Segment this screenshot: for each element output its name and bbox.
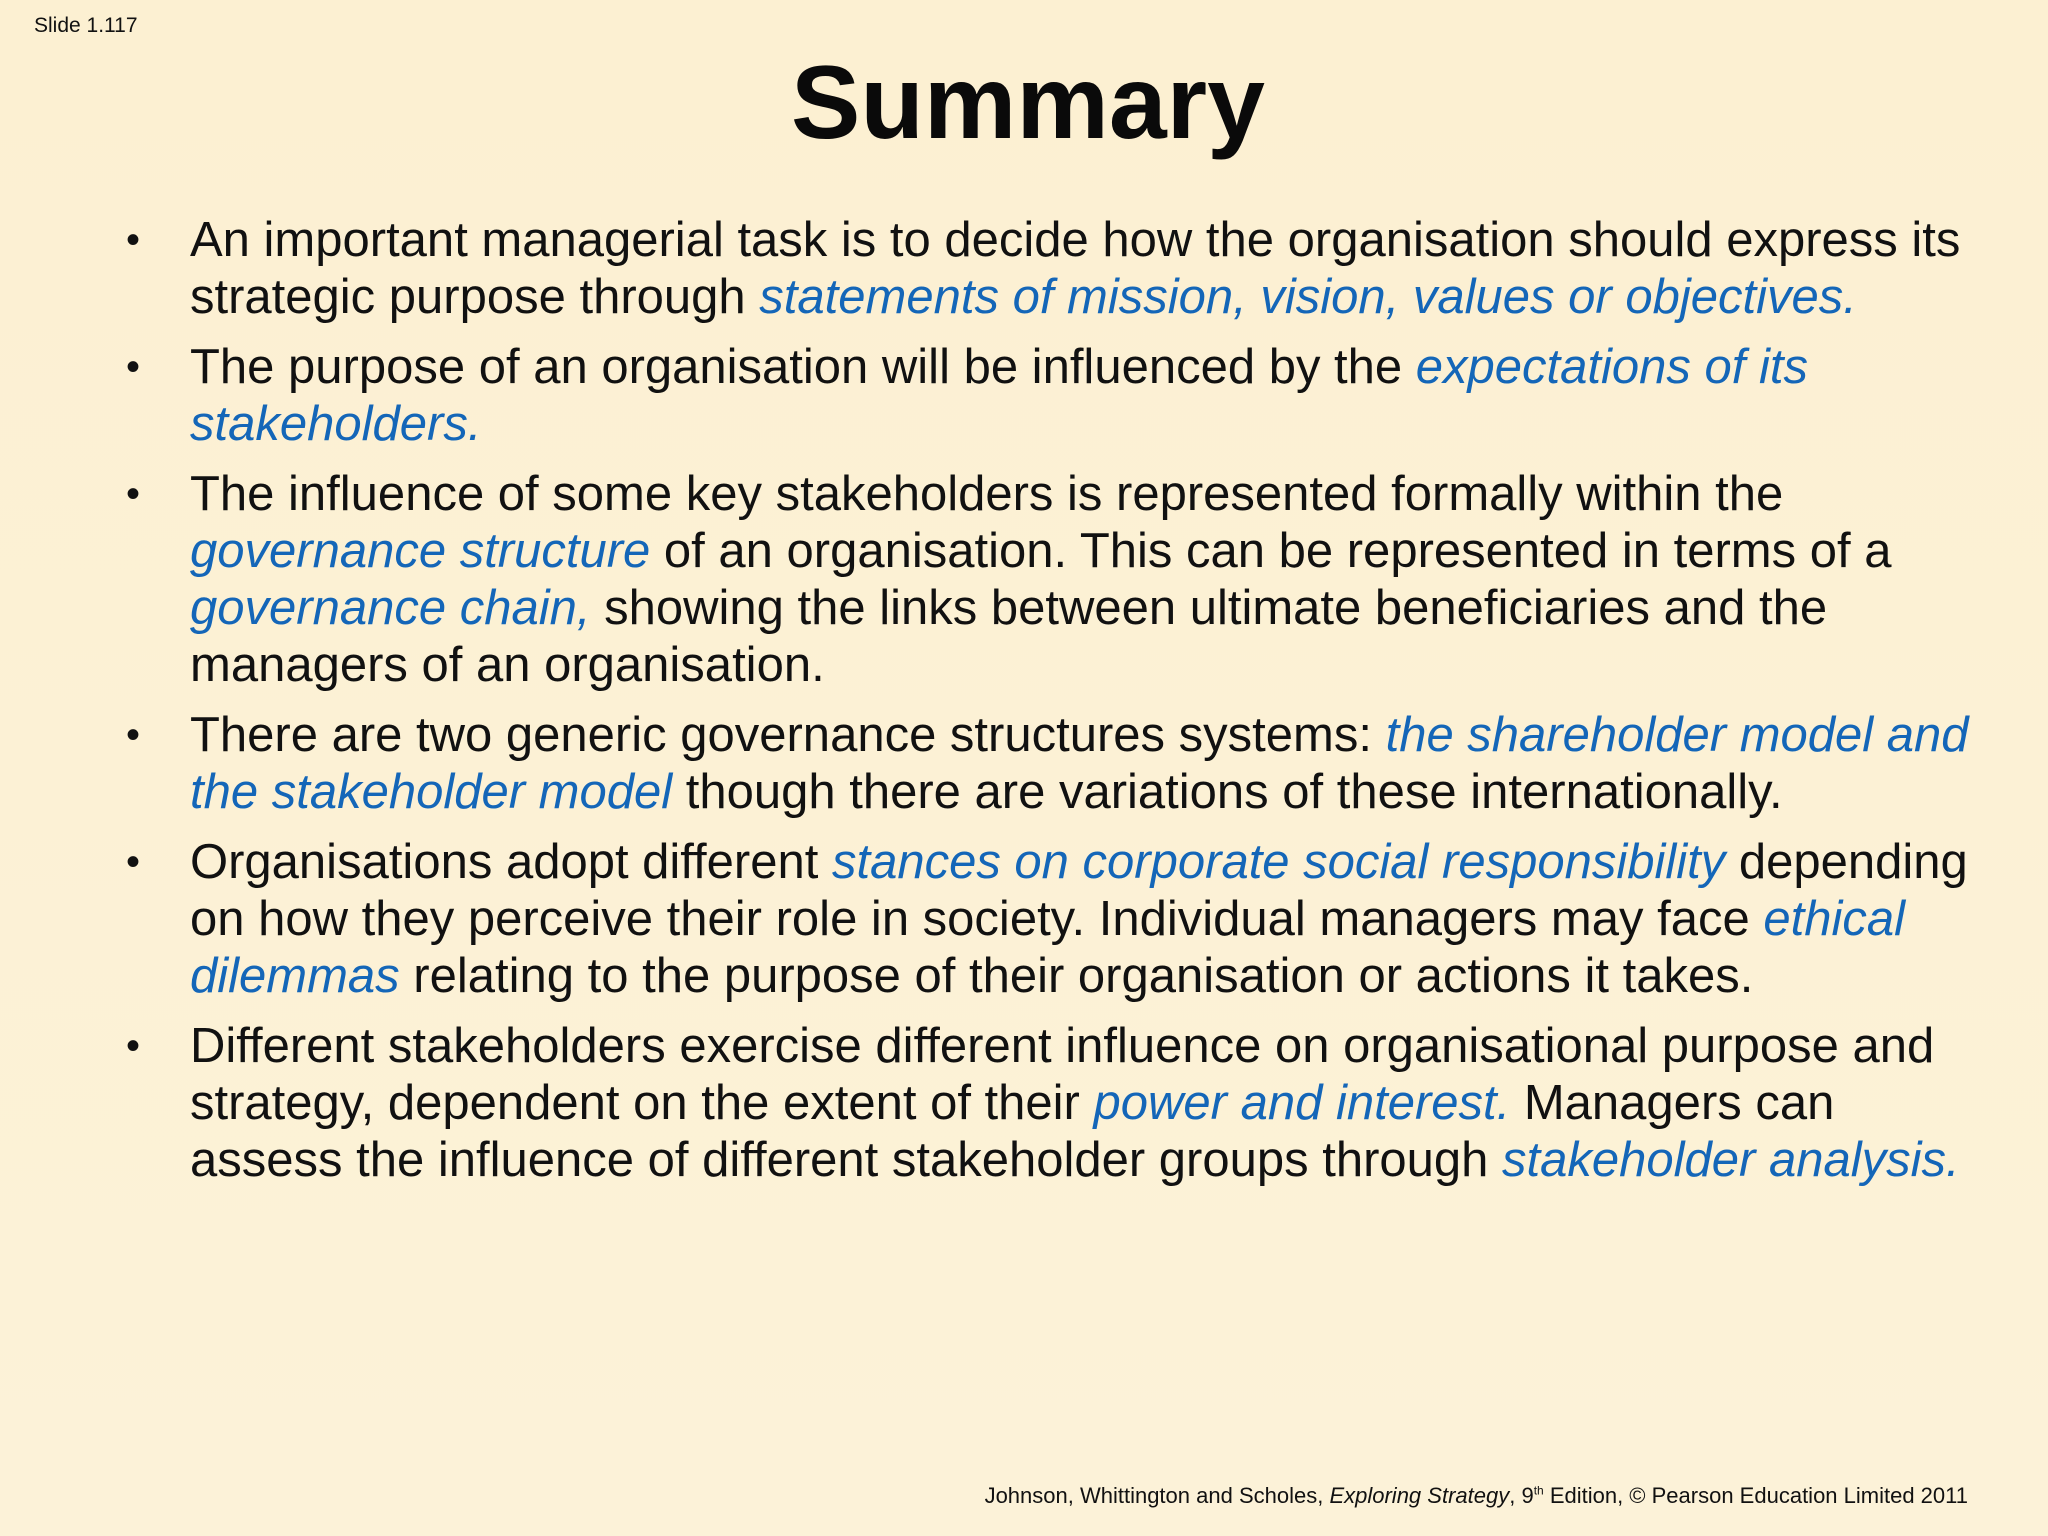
bullet-item-1: [122, 212, 1982, 326]
page-title: Summary: [791, 45, 1265, 161]
bullet-highlight: statements of mission, vision, values or objectives.: [759, 270, 1857, 324]
bullet-highlight: power and interest.: [1093, 1076, 1511, 1130]
bullet-list: [122, 212, 1982, 1202]
bullet-text: The purpose of an organisation will be influenced by the: [190, 340, 1416, 394]
bullet-item-6: [122, 1018, 1982, 1189]
bullet-text: An important managerial task is to decide how the organisation should express its strategic purpose through: [190, 213, 1961, 324]
bullet-highlight: the shareholder model and the stakeholder model: [190, 708, 1969, 819]
bullet-highlight: governance chain,: [190, 581, 591, 635]
bullet-highlight: ethical dilemmas: [190, 892, 1905, 1003]
bullet-highlight: governance structure: [190, 524, 651, 578]
bullet-item-5: [122, 834, 1982, 1005]
bullet-text: There are two generic governance structures systems:: [190, 708, 1386, 762]
footer-edition-suffix: th: [1533, 1483, 1544, 1498]
bullet-dot-icon: •: [126, 713, 141, 757]
bullet-item-4: [122, 707, 1982, 821]
bullet-text: though there are variations of these internationally.: [672, 765, 1783, 819]
bullet-text: Organisations adopt different: [190, 835, 832, 889]
bullet-dot-icon: •: [126, 345, 141, 389]
bullet-text: Managers can assess the influence of different stakeholder groups through: [190, 1076, 1835, 1187]
bullet-text: of an organisation. This can be represented in terms of a: [650, 524, 1892, 578]
bullet-highlight: stances on corporate social responsibility: [831, 835, 1726, 889]
bullet-text: The influence of some key stakeholders is represented formally within the: [190, 467, 1784, 521]
bullet-text: depending on how they perceive their role in society. Individual managers may face: [190, 835, 1968, 946]
footer-authors: Johnson, Whittington and Scholes,: [984, 1483, 1330, 1508]
bullet-dot-icon: •: [126, 840, 141, 884]
bullet-item-2: [122, 339, 1982, 453]
footer-edition: , 9: [1509, 1483, 1534, 1508]
bullet-dot-icon: •: [126, 472, 141, 516]
footer-citation: [985, 1483, 1968, 1509]
bullet-text: relating to the purpose of their organisation or actions it takes.: [399, 949, 1754, 1003]
bullet-dot-icon: •: [126, 218, 141, 262]
bullet-highlight: expectations of its stakeholders.: [190, 340, 1809, 451]
bullet-highlight: stakeholder analysis.: [1502, 1133, 1960, 1187]
slide-number: Slide 1.117: [34, 14, 138, 37]
bullet-text: showing the links between ultimate beneficiaries and the managers of an organisation.: [190, 581, 1828, 692]
footer-publisher: Edition, © Pearson Education Limited 2011: [1543, 1483, 1968, 1508]
footer-book-title: Exploring Strategy: [1329, 1483, 1510, 1508]
bullet-item-3: [122, 466, 1982, 694]
bullet-dot-icon: •: [126, 1024, 141, 1068]
bullet-text: Different stakeholders exercise different influence on organisational purpose and strategy, dependent on the extent of their: [190, 1019, 1935, 1130]
